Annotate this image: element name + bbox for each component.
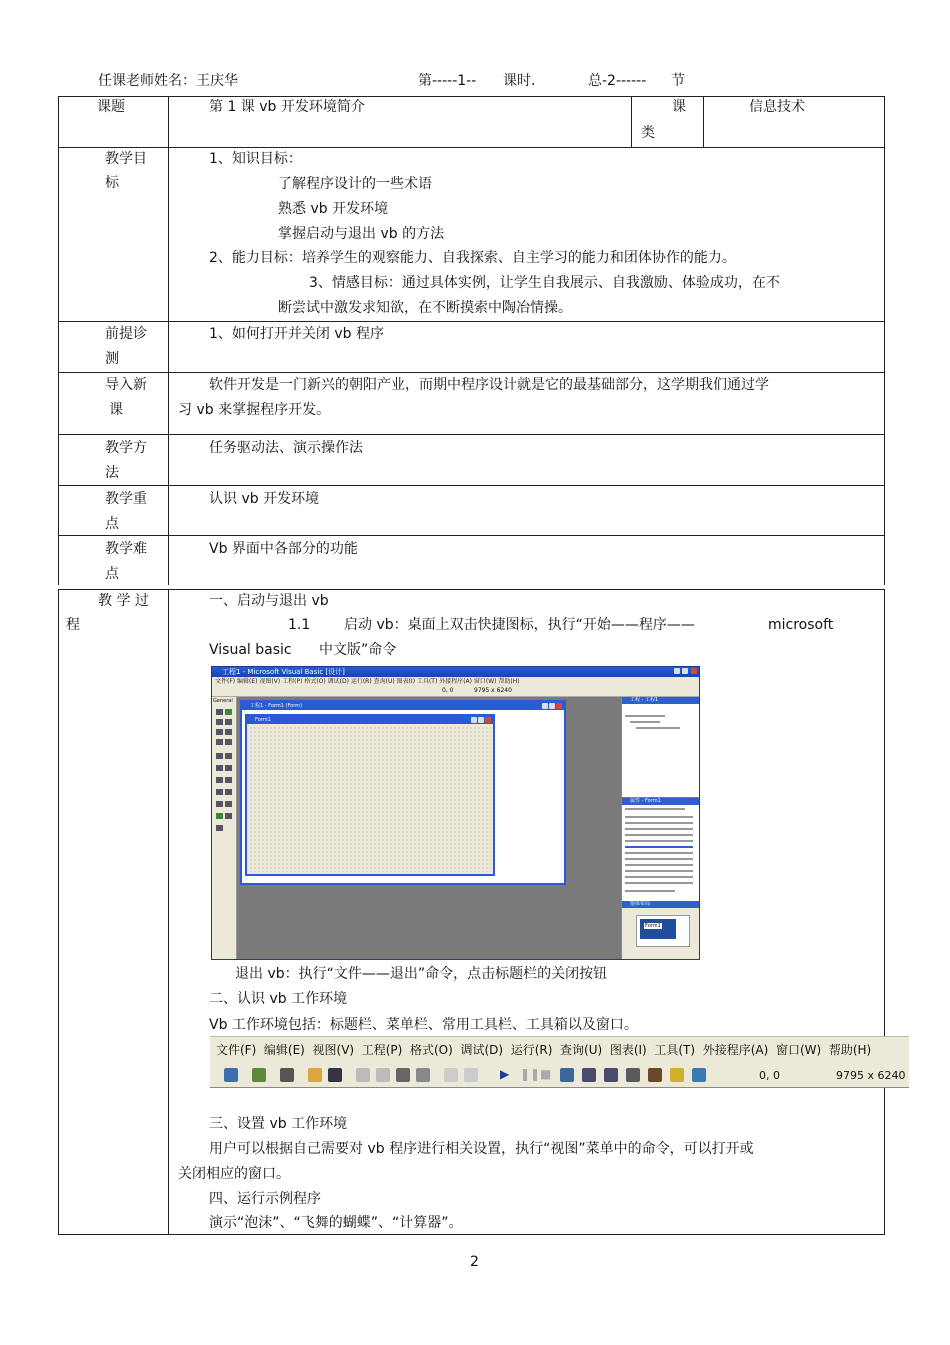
topic-value: 第 1 课 vb 开发环境简介 <box>209 99 365 115</box>
goal-line: 了解程序设计的一些术语 <box>278 176 432 192</box>
vb-properties-window: 属性 - Form1 <box>621 798 700 901</box>
process-label: 教 学 过 <box>98 593 149 609</box>
add-form-icon <box>252 1068 266 1082</box>
properties-icon <box>582 1068 596 1082</box>
menu-item: 工具(T) <box>654 1043 696 1057</box>
project-explorer-icon <box>560 1068 574 1082</box>
section-title: 一、启动与退出 vb <box>209 593 329 609</box>
section-label: 节 <box>671 73 685 89</box>
key-label-b: 点 <box>105 516 119 532</box>
intro-line: 习 vb 来掌握程序开发。 <box>178 402 331 418</box>
diff-value: Vb 界面中各部分的功能 <box>209 541 358 557</box>
settings-description-2: 关闭相应的窗口。 <box>178 1166 290 1182</box>
intro-label: 导入新 <box>105 377 147 393</box>
goal-line: 3、情感目标：通过具体实例，让学生自我展示、自我激励、体验成功，在不 <box>309 275 780 291</box>
cut-icon <box>356 1068 370 1082</box>
run-icon: ▶ <box>500 1067 510 1081</box>
object-browser-icon <box>626 1068 640 1082</box>
vb-form1: Form1 <box>245 714 495 876</box>
size-readout: 9795 x 6240 <box>836 1069 906 1082</box>
find-icon <box>416 1068 430 1082</box>
vb-toolbar-row <box>216 1064 909 1086</box>
exit-instruction: 退出 vb：执行“文件——退出”命令，点击标题栏的关闭按钮 <box>235 966 608 982</box>
topic-label: 课题 <box>97 99 125 115</box>
pause-icon: ❚❚ <box>520 1067 541 1081</box>
start-instruction-vb: Visual basic <box>209 642 292 658</box>
diff-label: 教学难 <box>105 541 147 557</box>
vb-toolbar: 0, 0 9795 x 6240 <box>212 686 699 697</box>
component-manager-icon <box>692 1068 706 1082</box>
intro-label-b: 课 <box>109 402 123 418</box>
menu-editor-icon <box>280 1068 294 1082</box>
menu-item: 查询(U) <box>560 1043 603 1057</box>
goal-line: 断尝试中激发求知欲，在不断摸索中陶冶情操。 <box>278 300 572 316</box>
paste-icon <box>396 1068 410 1082</box>
pre-value: 1、如何打开并关闭 vb 程序 <box>209 326 384 342</box>
menu-item: 帮助(H) <box>828 1043 872 1057</box>
key-label: 教学重 <box>105 491 147 507</box>
position-readout: 0, 0 <box>759 1069 780 1082</box>
step-number: 1.1 <box>288 617 311 633</box>
total-label: 总-2------ <box>588 73 647 89</box>
settings-description: 用户可以根据自己需要对 vb 程序进行相关设置，执行“视图”菜单中的命令，可以打开或 <box>209 1141 754 1157</box>
examples-description: 演示“泡沫”、“飞舞的蝴蝶”、“计算器”。 <box>209 1215 463 1231</box>
diff-label-b: 点 <box>105 566 119 582</box>
stop-icon: ■ <box>540 1067 552 1081</box>
vb-toolbox: General <box>212 697 237 959</box>
page-number: 2 <box>470 1254 479 1270</box>
data-view-icon <box>670 1068 684 1082</box>
goal-line: 熟悉 vb 开发环境 <box>278 201 389 217</box>
undo-icon <box>444 1068 458 1082</box>
section-title: 四、运行示例程序 <box>209 1191 321 1207</box>
vb-project-explorer: 工程 - 工程1 <box>621 697 700 797</box>
start-instruction: 启动 vb：桌面上双击快捷图标，执行“开始——程序—— <box>344 617 695 633</box>
menu-item: 运行(R) <box>510 1043 553 1057</box>
vb-ide-screenshot <box>211 666 700 960</box>
vb-title-bar: 工程1 - Microsoft Visual Basic [设计] <box>212 667 699 677</box>
menu-item: 窗口(W) <box>775 1043 822 1057</box>
goals-label: 教学目 <box>105 151 147 167</box>
pre-label: 前提诊 <box>105 326 147 342</box>
menu-item: 文件(F) <box>216 1043 257 1057</box>
key-value: 认识 vb 开发环境 <box>209 491 320 507</box>
goal-line: 1、知识目标： <box>209 151 302 167</box>
method-value: 任务驱动法、演示操作法 <box>209 440 363 456</box>
period-label: 课时. <box>503 73 536 89</box>
menu-item: 格式(O) <box>409 1043 453 1057</box>
menu-item: 图表(I) <box>609 1043 647 1057</box>
toolbox-icon <box>648 1068 662 1082</box>
method-label: 教学方 <box>105 440 147 456</box>
process-label-b: 程 <box>66 617 80 633</box>
environment-description: Vb 工作环境包括：标题栏、菜单栏、常用工具栏、工具箱以及窗口。 <box>209 1017 638 1033</box>
teacher-name: 任课老师姓名：王庆华 <box>98 73 238 89</box>
menu-item: 外接程序(A) <box>702 1043 769 1057</box>
section-title: 二、认识 vb 工作环境 <box>209 991 348 1007</box>
method-label-b: 法 <box>105 465 119 481</box>
add-project-icon <box>224 1068 238 1082</box>
redo-icon <box>464 1068 478 1082</box>
vb-menu-bar: 文件(F) 编辑(E) 视图(V) 工程(P) 格式(O) 调试(D) 运行(R) 查询(U) 图表(I) 工具(T) 外接程序(A) 窗口(W) 帮助(H) <box>212 677 699 686</box>
goals-label-b: 标 <box>105 175 119 191</box>
vb-menu-row <box>216 1043 871 1057</box>
menu-item: 编辑(E) <box>263 1043 305 1057</box>
copy-icon <box>376 1068 390 1082</box>
vb-form-designer: 工程1 - Form1 (Form) Form1 <box>240 700 566 885</box>
type-label: 课 <box>672 99 686 115</box>
goal-line: 掌握启动与退出 vb 的方法 <box>278 226 445 242</box>
vb-menu-toolbar-screenshot <box>210 1036 909 1088</box>
start-instruction-cn: 中文版”命令 <box>319 642 397 658</box>
lesson-number: 第-----1-- <box>418 73 477 89</box>
vb-form-layout-window: 窗体布局 Form1 <box>621 901 700 959</box>
save-icon <box>328 1068 342 1082</box>
section-title: 三、设置 vb 工作环境 <box>209 1116 348 1132</box>
menu-item: 调试(D) <box>460 1043 504 1057</box>
menu-item: 视图(V) <box>312 1043 355 1057</box>
menu-item: 工程(P) <box>361 1043 403 1057</box>
type-value: 信息技术 <box>749 99 805 115</box>
intro-line: 软件开发是一门新兴的朝阳产业，而期中程序设计就是它的最基础部分，这学期我们通过学 <box>209 377 769 393</box>
open-icon <box>308 1068 322 1082</box>
start-instruction-ms: microsoft <box>768 617 834 633</box>
type-label-b: 类 <box>641 125 655 141</box>
pre-label-b: 测 <box>105 351 119 367</box>
form-layout-icon <box>604 1068 618 1082</box>
goal-line: 2、能力目标：培养学生的观察能力、自我探索、自主学习的能力和团体协作的能力。 <box>209 250 736 266</box>
